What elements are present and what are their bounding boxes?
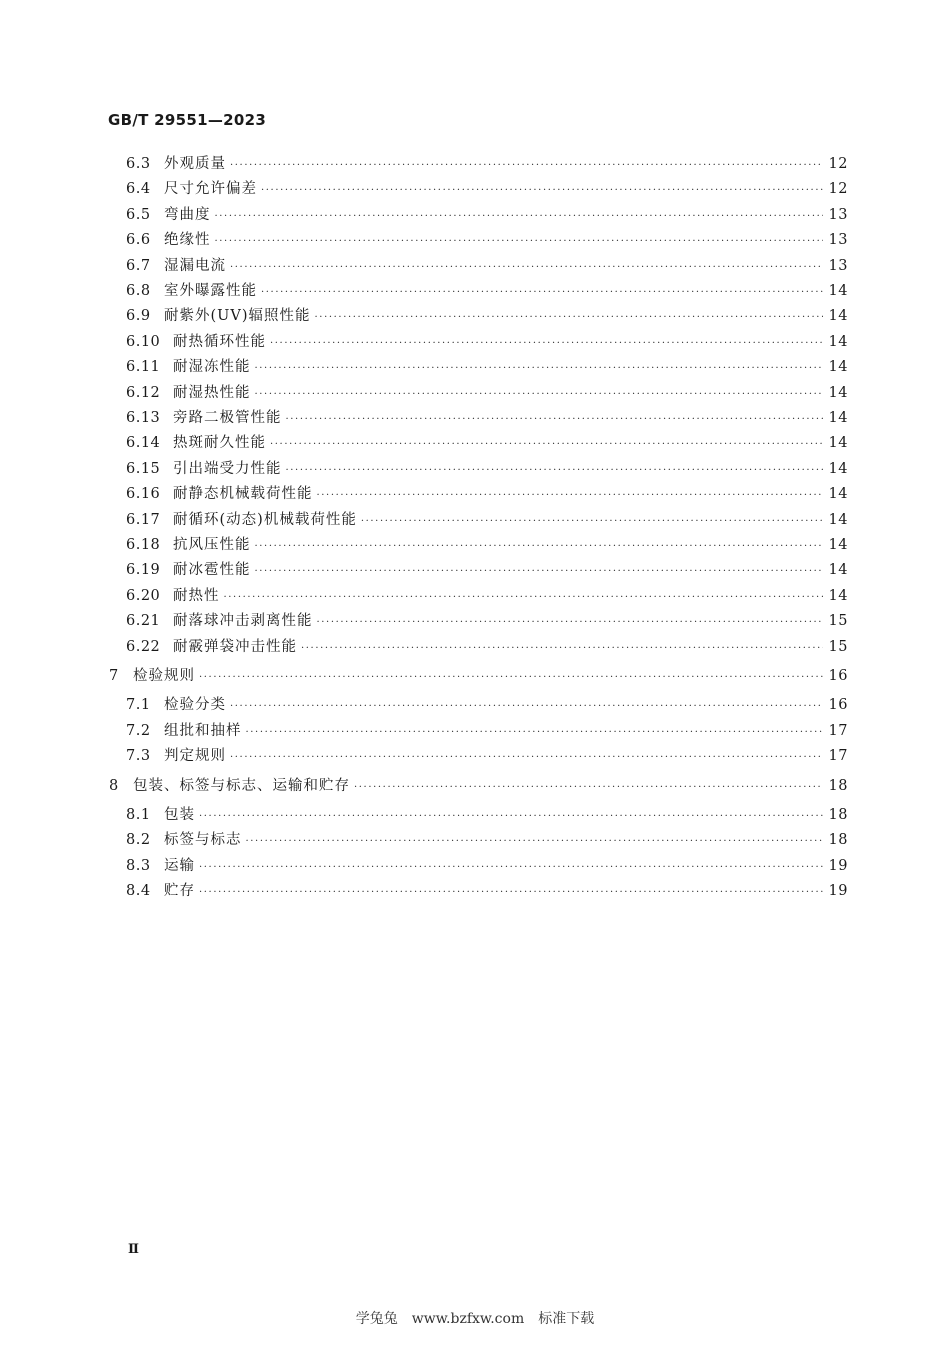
toc-leader-dots	[315, 305, 823, 330]
toc-page-number: 14	[828, 283, 848, 299]
toc-title: 耐循环(动态)机械载荷性能	[173, 511, 357, 528]
toc-number: 6.22	[126, 638, 161, 655]
toc-number: 6.11	[126, 359, 161, 376]
toc-leader-dots	[270, 331, 823, 356]
toc-title: 耐湿热性能	[173, 384, 251, 401]
toc-number: 7.2	[126, 722, 151, 739]
toc-page-number: 18	[828, 807, 848, 823]
toc-title: 耐热循环性能	[173, 333, 266, 350]
toc-entry[interactable]	[126, 854, 848, 879]
toc-page-number: 14	[828, 308, 848, 325]
toc-entry[interactable]	[126, 635, 848, 660]
toc-number: 6.8	[126, 283, 151, 299]
toc-page-number: 14	[828, 435, 848, 452]
toc-page-number: 14	[828, 333, 848, 350]
toc-title: 外观质量	[164, 156, 226, 172]
toc-number: 6.13	[126, 410, 161, 426]
toc-page-number: 14	[828, 562, 848, 579]
toc-entry[interactable]	[126, 228, 848, 253]
toc-page-number: 14	[828, 587, 848, 604]
toc-chapter[interactable]	[109, 774, 848, 799]
toc-number: 6.3	[126, 156, 151, 172]
toc-number: 6.18	[126, 537, 161, 553]
toc-page-number: 18	[828, 832, 848, 849]
toc-entry[interactable]	[126, 177, 848, 202]
toc-entry[interactable]	[126, 304, 848, 329]
toc-entry[interactable]	[126, 279, 848, 304]
toc-page-number: 13	[828, 206, 848, 223]
toc-page-number: 15	[828, 613, 848, 630]
toc-leader-dots	[255, 382, 823, 407]
watermark-text: 学兔兔 www.bzfxw.com 标准下载	[355, 1311, 595, 1327]
toc-title: 抗风压性能	[173, 537, 251, 553]
toc-page-number: 16	[828, 697, 848, 714]
toc-leader-dots	[354, 775, 823, 800]
toc-page-number: 19	[828, 857, 848, 874]
toc-number: 6.19	[126, 562, 161, 579]
toc-entry[interactable]	[126, 558, 848, 583]
toc-entry[interactable]	[126, 803, 848, 828]
toc-number: 6.21	[126, 613, 161, 630]
toc-page-number: 17	[828, 748, 848, 765]
toc-leader-dots	[261, 280, 823, 305]
toc-leader-dots	[270, 432, 823, 457]
toc-title: 检验分类	[164, 697, 226, 714]
toc-page-number: 14	[828, 486, 848, 503]
toc-title: 旁路二极管性能	[173, 410, 282, 426]
toc-page-number: 17	[828, 722, 848, 739]
toc-title: 耐静态机械载荷性能	[173, 486, 313, 503]
toc-entry[interactable]	[126, 330, 848, 355]
toc-number: 6.15	[126, 460, 161, 477]
toc-number: 6.14	[126, 435, 161, 452]
toc-leader-dots	[286, 407, 823, 432]
toc-page-number: 16	[828, 668, 848, 684]
toc-leader-dots	[317, 610, 823, 635]
toc-page-number: 13	[828, 232, 848, 249]
toc-entry[interactable]	[126, 719, 848, 744]
toc-page-number: 14	[828, 537, 848, 553]
toc-number: 6.12	[126, 384, 161, 401]
toc-page-number: 14	[828, 511, 848, 528]
toc-number: 6.17	[126, 511, 161, 528]
toc-title: 包装	[164, 807, 195, 823]
toc-leader-dots	[199, 855, 823, 880]
toc-entry[interactable]	[126, 508, 848, 533]
toc-leader-dots	[215, 229, 823, 254]
toc-number: 6.10	[126, 333, 161, 350]
toc-number: 7	[109, 668, 119, 684]
toc-number: 8.2	[126, 832, 151, 849]
toc-number: 6.20	[126, 587, 161, 604]
toc-entry[interactable]	[126, 584, 848, 609]
toc-entry[interactable]	[126, 693, 848, 718]
page-number: Ⅱ	[128, 1242, 139, 1257]
toc-page-number: 19	[828, 883, 848, 900]
toc-title: 绝缘性	[164, 232, 211, 249]
toc-number: 6.16	[126, 486, 161, 503]
toc-number: 8.1	[126, 807, 151, 823]
toc-page-number: 14	[828, 410, 848, 426]
toc-entry[interactable]	[126, 254, 848, 279]
toc-title: 尺寸允许偏差	[164, 181, 257, 198]
toc-leader-dots	[230, 255, 823, 280]
toc-entry[interactable]	[126, 482, 848, 507]
toc-leader-dots	[255, 559, 823, 584]
toc-leader-dots	[199, 880, 823, 905]
toc-leader-dots	[246, 720, 823, 745]
toc-page-number: 12	[828, 181, 848, 198]
toc-leader-dots	[255, 356, 823, 381]
toc-page-number: 14	[828, 460, 848, 477]
toc-leader-dots	[286, 458, 823, 483]
toc-title: 弯曲度	[164, 206, 211, 223]
toc-number: 8.3	[126, 857, 151, 874]
toc-number: 6.6	[126, 232, 151, 249]
toc-entry[interactable]	[126, 828, 848, 853]
toc-number: 6.4	[126, 181, 151, 198]
toc-leader-dots	[246, 829, 823, 854]
toc-leader-dots	[361, 509, 823, 534]
toc-title: 运输	[164, 857, 195, 874]
toc-entry[interactable]	[126, 152, 848, 177]
toc-title: 检验规则	[133, 668, 195, 684]
toc-number: 6.5	[126, 206, 151, 223]
toc-leader-dots	[230, 694, 823, 719]
toc-leader-dots	[317, 483, 823, 508]
toc-entry[interactable]	[126, 609, 848, 634]
toc-title: 耐冰雹性能	[173, 562, 251, 579]
toc-page-number: 12	[828, 156, 848, 172]
toc-entry[interactable]	[126, 381, 848, 406]
toc-number: 6.9	[126, 308, 151, 325]
toc-number: 6.7	[126, 257, 151, 274]
toc-entry[interactable]	[126, 355, 848, 380]
toc-leader-dots	[230, 153, 823, 178]
toc-title: 引出端受力性能	[173, 460, 282, 477]
toc-leader-dots	[199, 804, 823, 829]
toc-title: 包装、标签与标志、运输和贮存	[133, 777, 350, 794]
toc-number: 8.4	[126, 883, 151, 900]
toc-title: 湿漏电流	[164, 257, 226, 274]
toc-title: 耐紫外(UV)辐照性能	[164, 308, 311, 325]
toc-leader-dots	[224, 585, 823, 610]
toc-leader-dots	[261, 178, 823, 203]
toc-number: 7.3	[126, 748, 151, 765]
toc-title: 耐湿冻性能	[173, 359, 251, 376]
toc-entry[interactable]	[126, 406, 848, 431]
toc-entry[interactable]	[126, 457, 848, 482]
toc-entry[interactable]	[126, 203, 848, 228]
toc-title: 耐霰弹袋冲击性能	[173, 638, 297, 655]
toc-entry[interactable]	[126, 744, 848, 769]
toc-title: 贮存	[164, 883, 195, 900]
toc-title: 判定规则	[164, 748, 226, 765]
toc-title: 热斑耐久性能	[173, 435, 266, 452]
toc-leader-dots	[301, 636, 823, 661]
toc-entry[interactable]	[126, 879, 848, 904]
toc-page-number: 15	[828, 638, 848, 655]
toc-entry[interactable]	[126, 533, 848, 558]
toc-entry[interactable]	[126, 431, 848, 456]
toc-title: 耐热性	[173, 587, 220, 604]
toc-leader-dots	[215, 204, 823, 229]
toc-title: 耐落球冲击剥离性能	[173, 613, 313, 630]
toc-leader-dots	[199, 665, 823, 690]
toc-title: 标签与标志	[164, 832, 242, 849]
toc-number: 8	[109, 777, 119, 794]
toc-page-number: 13	[828, 257, 848, 274]
standard-number: GB/T 29551—2023	[108, 111, 267, 129]
toc-title: 室外曝露性能	[164, 283, 257, 299]
toc-leader-dots	[230, 745, 823, 770]
toc-number: 7.1	[126, 697, 151, 714]
toc-chapter[interactable]	[109, 664, 848, 689]
toc-title: 组批和抽样	[164, 722, 242, 739]
toc-page-number: 14	[828, 384, 848, 401]
toc-page-number: 14	[828, 359, 848, 376]
toc-leader-dots	[255, 534, 823, 559]
toc-page-number: 18	[828, 777, 848, 794]
